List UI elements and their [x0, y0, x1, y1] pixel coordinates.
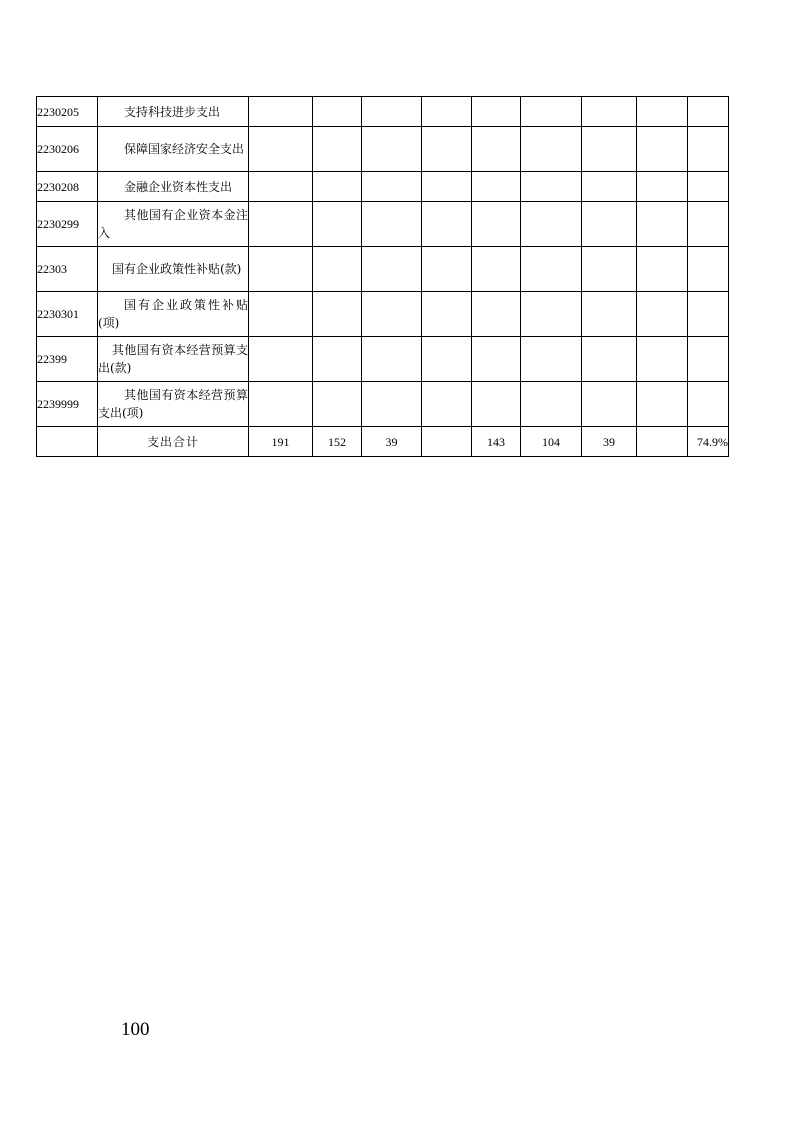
table-cell [362, 127, 422, 172]
total-value: 39 [582, 427, 637, 457]
table-cell [362, 247, 422, 292]
table-row [37, 292, 729, 337]
table-cell [521, 202, 582, 247]
table-cell [313, 202, 362, 247]
table-cell [582, 202, 637, 247]
row-code: 2230205 [37, 97, 98, 127]
row-code: 2230301 [37, 292, 98, 337]
table-cell [688, 202, 729, 247]
table-row [37, 337, 729, 382]
table-cell [521, 382, 582, 427]
table-cell [313, 172, 362, 202]
table-cell [637, 337, 688, 382]
table-cell [472, 292, 521, 337]
table-cell [422, 382, 472, 427]
table-cell [313, 292, 362, 337]
table-cell [422, 127, 472, 172]
table-cell [688, 127, 729, 172]
table-cell [688, 172, 729, 202]
row-code: 2230299 [37, 202, 98, 247]
table-cell [582, 382, 637, 427]
page-number: 100 [121, 1019, 150, 1040]
row-name: 其他国有企业资本金注入 [98, 202, 249, 247]
table-cell [521, 97, 582, 127]
table-cell [362, 172, 422, 202]
table-cell [313, 247, 362, 292]
table-cell [362, 292, 422, 337]
table-cell [313, 127, 362, 172]
table-cell [249, 382, 313, 427]
table-cell [521, 292, 582, 337]
table-cell [249, 97, 313, 127]
table-cell [688, 382, 729, 427]
table-cell [688, 337, 729, 382]
table-cell [582, 337, 637, 382]
total-row [37, 427, 729, 457]
row-name: 国有企业政策性补贴(项) [98, 292, 249, 337]
total-value: 191 [249, 427, 313, 457]
table-cell [637, 247, 688, 292]
table-row [37, 127, 729, 172]
table-cell [422, 172, 472, 202]
total-value [637, 427, 688, 457]
table-cell [582, 97, 637, 127]
table-cell [422, 97, 472, 127]
table-row [37, 172, 729, 202]
table-cell [422, 337, 472, 382]
table-cell [362, 202, 422, 247]
table-cell [472, 337, 521, 382]
total-value [422, 427, 472, 457]
table-cell [249, 292, 313, 337]
row-name: 保障国家经济安全支出 [98, 127, 249, 172]
table-cell [472, 172, 521, 202]
table-cell [313, 97, 362, 127]
table-cell [688, 292, 729, 337]
table-cell [637, 172, 688, 202]
table-cell [472, 97, 521, 127]
table-cell [422, 202, 472, 247]
table-cell [249, 202, 313, 247]
table-row [37, 97, 729, 127]
table-cell [582, 292, 637, 337]
table-cell [313, 337, 362, 382]
total-value: 152 [313, 427, 362, 457]
row-name: 国有企业政策性补贴(款) [98, 247, 249, 292]
table-cell [582, 172, 637, 202]
total-value: 143 [472, 427, 521, 457]
table-cell [362, 97, 422, 127]
table-cell [313, 382, 362, 427]
table-cell [637, 97, 688, 127]
row-name: 支持科技进步支出 [98, 97, 249, 127]
table-cell [362, 337, 422, 382]
row-name: 其他国有资本经营预算支出(款) [98, 337, 249, 382]
table-cell [422, 247, 472, 292]
table-cell [521, 337, 582, 382]
table-cell [521, 172, 582, 202]
row-code: 22399 [37, 337, 98, 382]
expenditure-table [36, 96, 729, 457]
table-cell [249, 337, 313, 382]
row-code: 2239999 [37, 382, 98, 427]
total-percent: 74.9% [688, 427, 729, 457]
total-label: 支出合计 [98, 427, 249, 457]
table-row [37, 247, 729, 292]
table-row [37, 202, 729, 247]
row-code: 22303 [37, 247, 98, 292]
table-cell [637, 202, 688, 247]
table-cell [249, 127, 313, 172]
table-cell [582, 127, 637, 172]
table-cell [362, 382, 422, 427]
table-cell [472, 247, 521, 292]
table-cell [521, 127, 582, 172]
table-cell [637, 127, 688, 172]
table-cell [521, 247, 582, 292]
total-value: 39 [362, 427, 422, 457]
table-cell [637, 292, 688, 337]
table-cell [249, 172, 313, 202]
table-cell [472, 127, 521, 172]
table-cell [688, 247, 729, 292]
row-code: 2230208 [37, 172, 98, 202]
table-cell [582, 247, 637, 292]
table-cell [249, 247, 313, 292]
table-cell [688, 97, 729, 127]
table-cell [422, 292, 472, 337]
table-cell [472, 202, 521, 247]
row-name: 其他国有资本经营预算支出(项) [98, 382, 249, 427]
table-cell [472, 382, 521, 427]
row-code: 2230206 [37, 127, 98, 172]
table-cell [637, 382, 688, 427]
table-cell [37, 427, 98, 457]
row-name: 金融企业资本性支出 [98, 172, 249, 202]
total-value: 104 [521, 427, 582, 457]
table-row [37, 382, 729, 427]
